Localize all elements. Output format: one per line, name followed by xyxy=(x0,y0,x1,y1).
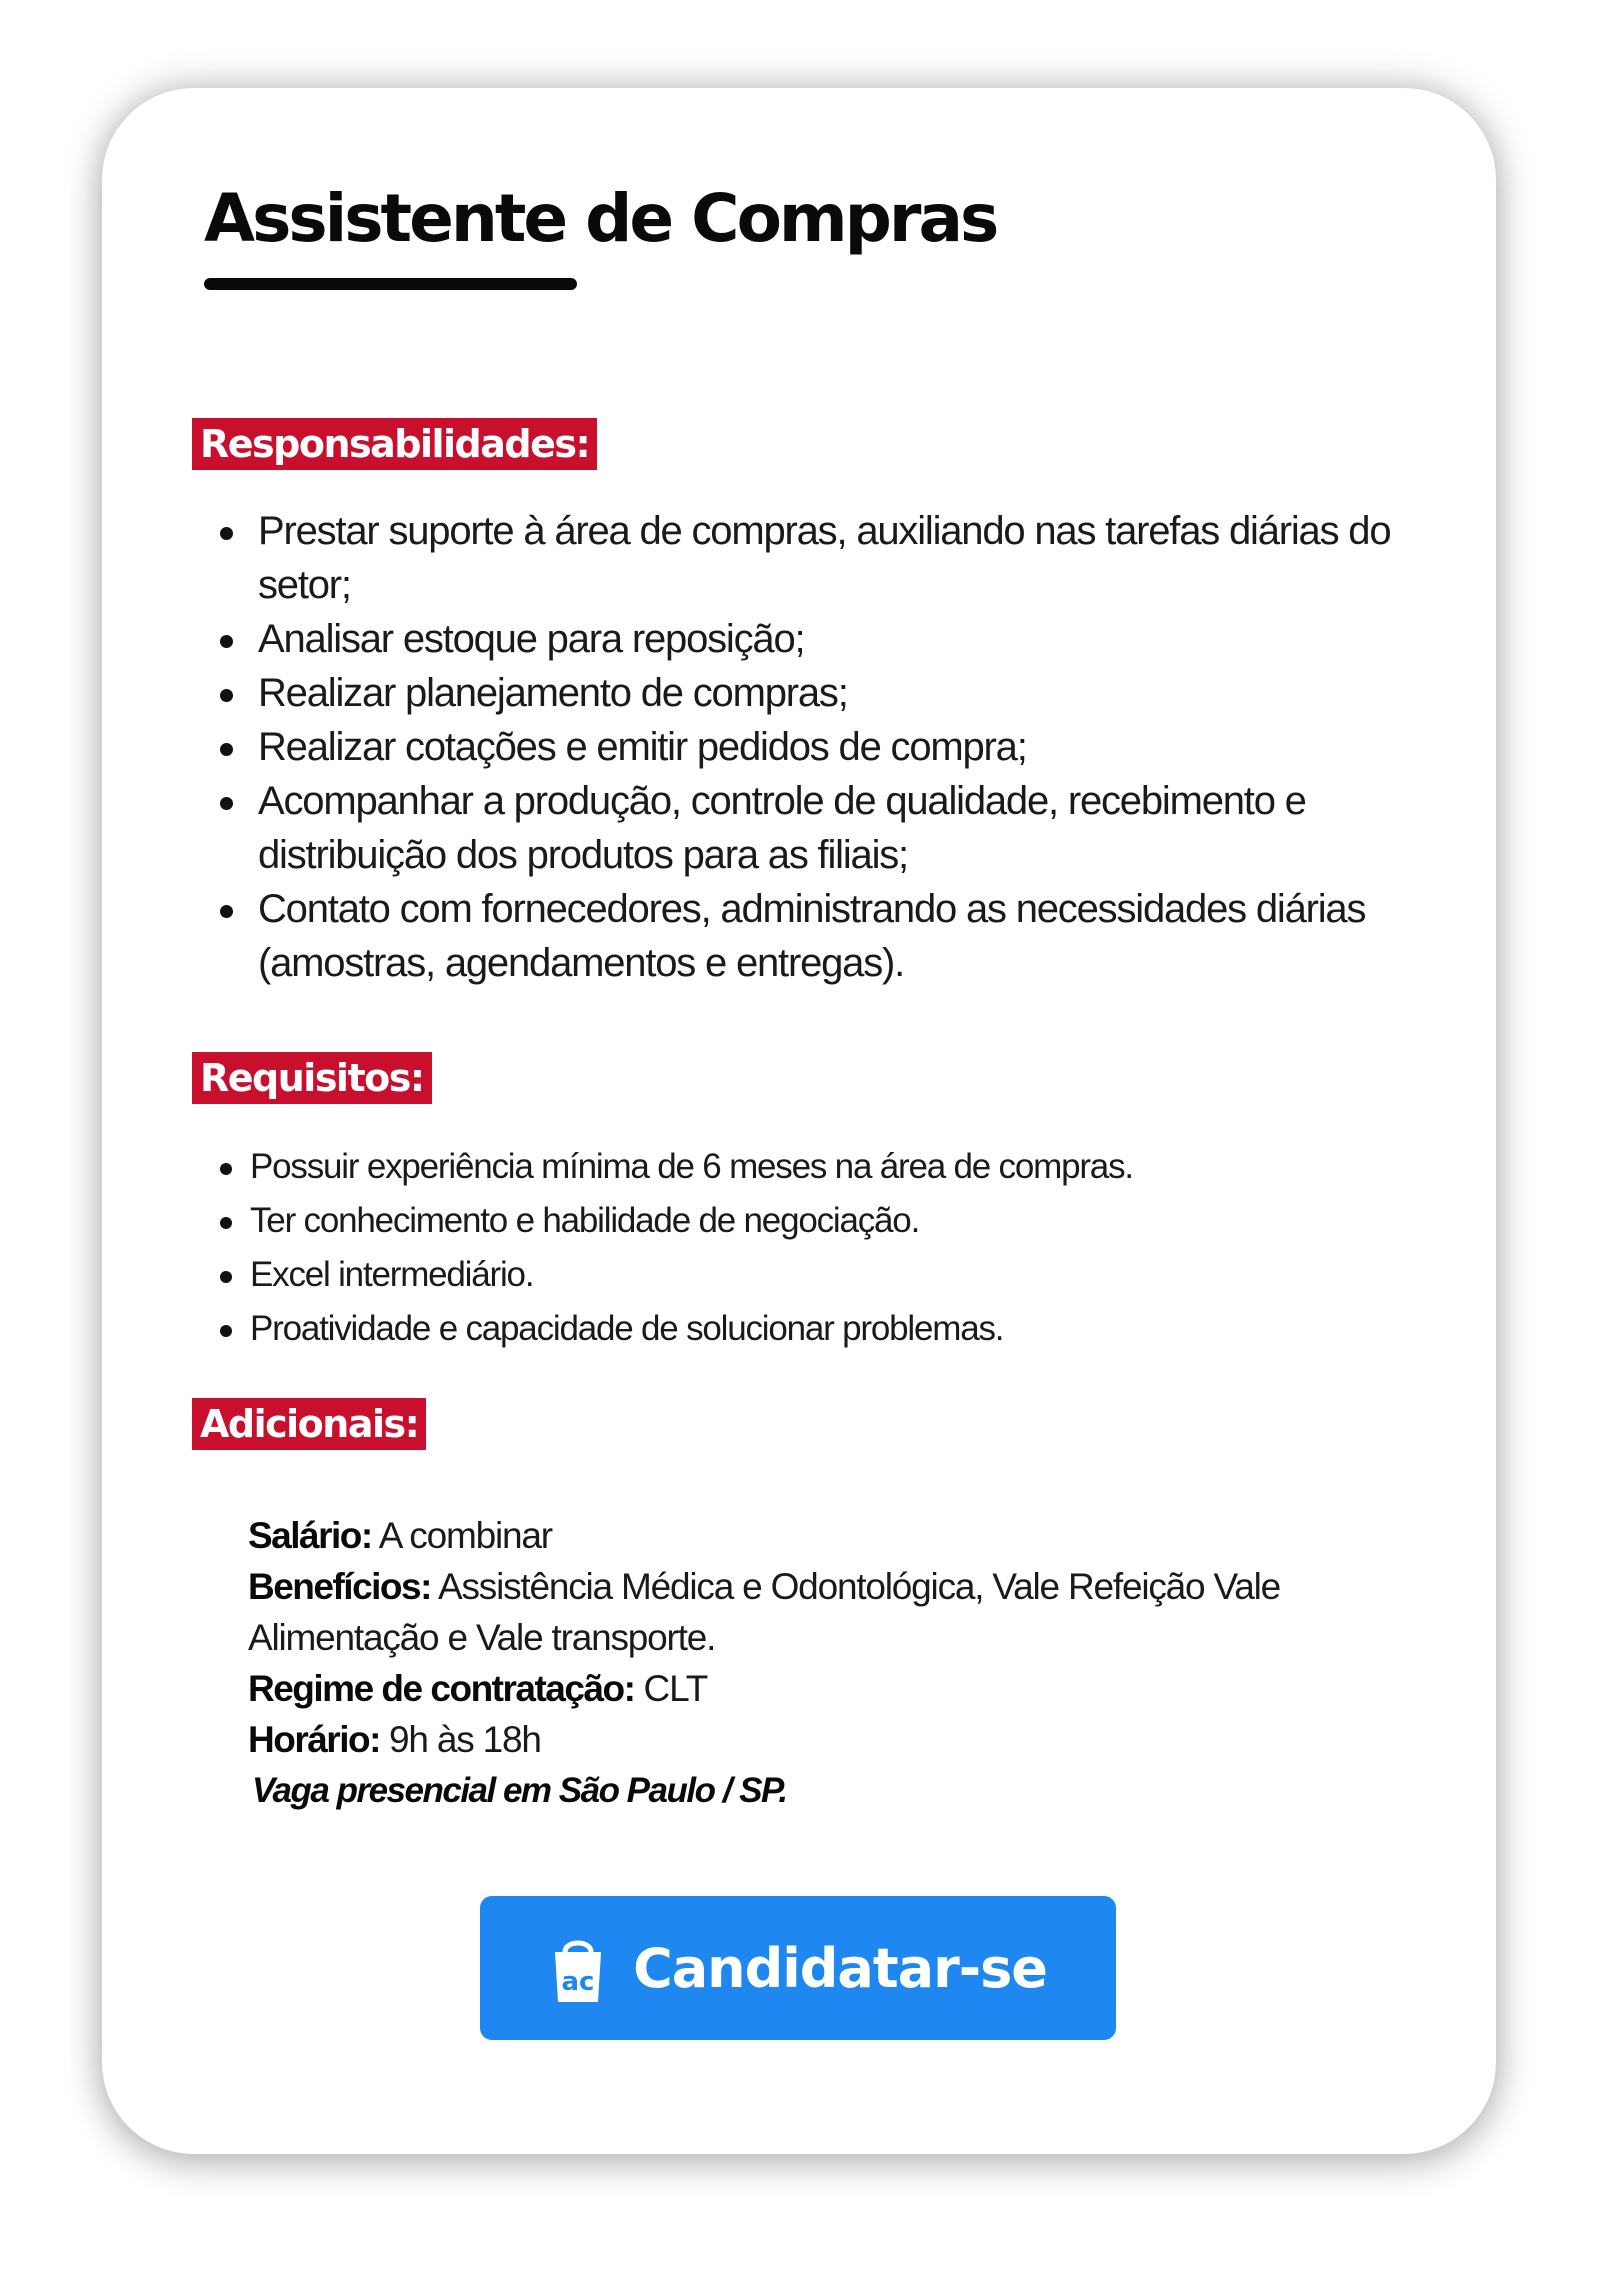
horario-value: 9h às 18h xyxy=(389,1719,541,1760)
horario-row xyxy=(248,1714,1458,1765)
list-item: Ter conhecimento e habilidade de negociação. xyxy=(216,1194,1486,1248)
svg-text:ac: ac xyxy=(561,1967,595,1997)
list-item: Realizar cotações e emitir pedidos de compra; xyxy=(216,720,1486,774)
regime-label: Regime de contratação: xyxy=(248,1668,635,1709)
list-item: Realizar planejamento de compras; xyxy=(216,666,1486,720)
list-item: Analisar estoque para reposição; xyxy=(216,612,1486,666)
list-item: Proatividade e capacidade de solucionar problemas. xyxy=(216,1302,1486,1356)
location-note: Vaga presencial em São Paulo / SP. xyxy=(252,1771,787,1810)
responsabilidades-list xyxy=(216,504,1486,990)
job-card xyxy=(102,88,1496,2154)
beneficios-value: Assistência Médica e Odontológica, Vale Refeição Vale Alimentação e Vale transporte. xyxy=(248,1566,1281,1658)
shopping-bag-icon xyxy=(549,1932,607,2004)
list-item: Prestar suporte à área de compras, auxiliando nas tarefas diárias do setor; xyxy=(216,504,1486,612)
title-underline xyxy=(204,278,577,290)
list-item: Excel intermediário. xyxy=(216,1248,1486,1302)
apply-button[interactable] xyxy=(480,1896,1116,2040)
section-label-adicionais: Adicionais: xyxy=(192,1398,426,1450)
requisitos-list xyxy=(216,1140,1486,1356)
section-label-requisitos: Requisitos: xyxy=(192,1052,432,1104)
regime-row xyxy=(248,1663,1458,1714)
regime-value: CLT xyxy=(643,1668,708,1709)
list-item: Possuir experiência mínima de 6 meses na área de compras. xyxy=(216,1140,1486,1194)
salario-value: A combinar xyxy=(378,1515,552,1556)
beneficios-label: Benefícios: xyxy=(248,1566,431,1607)
salario-label: Salário: xyxy=(248,1515,372,1556)
apply-button-label: Candidatar-se xyxy=(633,1936,1047,2000)
salario-row xyxy=(248,1510,1458,1561)
horario-label: Horário: xyxy=(248,1719,380,1760)
section-label-responsabilidades: Responsabilidades: xyxy=(192,418,597,470)
list-item: Acompanhar a produção, controle de qualidade, recebimento e distribuição dos produtos para as filiais; xyxy=(216,774,1486,882)
beneficios-row xyxy=(248,1561,1458,1663)
list-item: Contato com fornecedores, administrando as necessidades diárias (amostras, agendamentos e entregas). xyxy=(216,882,1486,990)
adicionais-block xyxy=(248,1510,1458,1817)
job-title: Assistente de Compras xyxy=(204,180,997,257)
